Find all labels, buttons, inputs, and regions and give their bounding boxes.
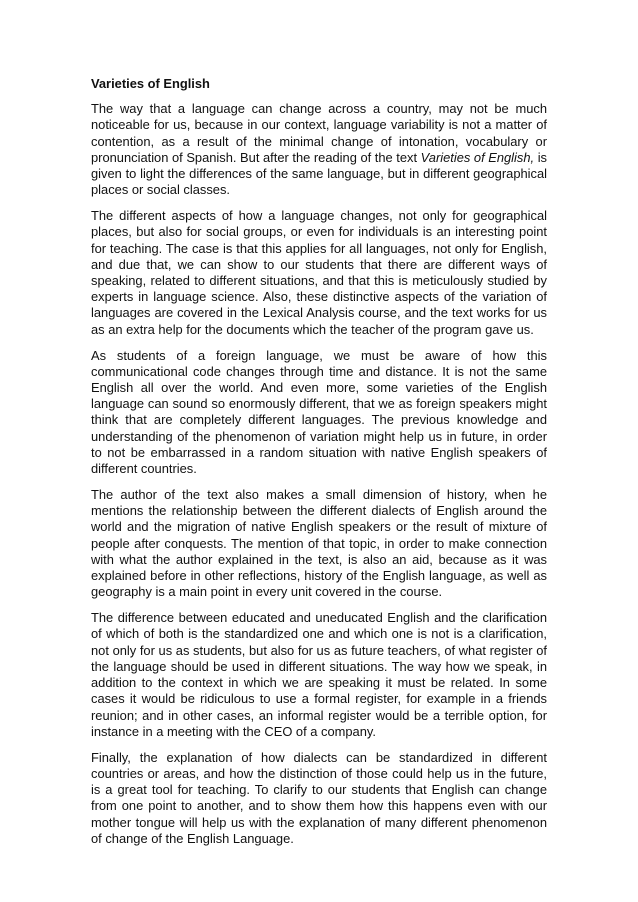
paragraph-1-text-b: is given to light the differences of the same language, but in different geographical places or social classes.	[91, 149, 548, 198]
paragraph-1-text-a: The way that a language can change across a country, may not be much noticeable for us, because in our context, language variability is not a matter of contention, as a result of the minimal change of intonation, vocabulary or pronunciation of Spanish. But after the reading of the text	[91, 101, 547, 165]
paragraph-4: The author of the text also makes a small dimension of history, when he mentions the relationship between the different dialects of English around the world and the migration of native English speakers or the result of mixture of people after conquests. The mention of that topic, in order to make connection with what the author explained in the text, is also an aid, because as it was explained before in other reflections, history of the English language, as well as geography is a main point in every unit covered in the course.	[91, 487, 547, 600]
paragraph-1	[91, 101, 547, 198]
document-title: Varieties of English	[91, 76, 210, 91]
paragraph-2: The different aspects of how a language changes, not only for geographical places, but also for social groups, or even for individuals is an interesting point for teaching. The case is that this applies for all languages, not only for English, and due that, we can show to our students that there are different ways of speaking, related to different situations, and that this is meticulously studied by experts in language science. Also, these distinctive aspects of the variation of languages are covered in the Lexical Analysis course, and the text works for us as an extra help for the documents which the teacher of the program gave us.	[91, 208, 547, 337]
paragraph-1-italic-title: Varieties of English,	[420, 149, 535, 165]
document-page	[91, 76, 547, 857]
paragraph-5: The difference between educated and uneducated English and the clarification of which of both is the standardized one and which one is not is a clarification, not only for us as students, but also for us as future teachers, of what register of the language should be used in different situations. The way how we speak, in addition to the context in which we are speaking it must be related. In some cases it would be ridiculous to use a formal register, for example in a friends reunion; and in other cases, an informal register would be a terrible option, for instance in a meeting with the CEO of a company.	[91, 610, 547, 739]
paragraph-3: As students of a foreign language, we must be aware of how this communicational code changes through time and distance. It is not the same English all over the world. And even more, some varieties of the English language can sound so enormously different, that we as foreign speakers might think that are completely different languages. The previous knowledge and understanding of the phenomenon of variation might help us in future, in order to not be embarrassed in a random situation with native English speakers of different countries.	[91, 347, 547, 477]
paragraph-6: Finally, the explanation of how dialects can be standardized in different countries or areas, and how the distinction of those could help us in the future, is a great tool for teaching. To clarify to our students that English can change from one point to another, and to show them how this happens even with our mother tongue will help us with the explanation of many different phenomenon of change of the English Language.	[91, 749, 547, 846]
